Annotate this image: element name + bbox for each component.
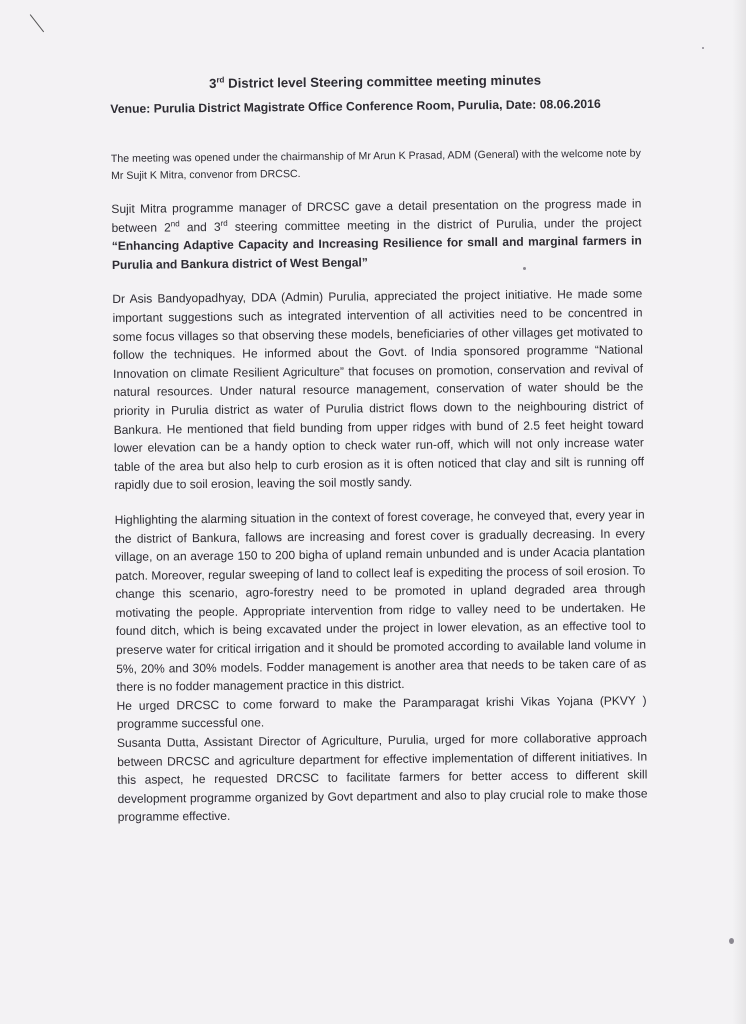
pen-mark <box>29 14 44 32</box>
presentation-text-1: Sujit Mitra programme manager of DRCSC gave a detail presentation on the progress made in between 2 <box>111 196 642 235</box>
presentation-text-2: and 3 <box>179 219 221 234</box>
paper-speck <box>729 938 734 944</box>
presentation-text-3: steering committee meeting in the district of Purulia, under the project <box>227 215 642 234</box>
project-title: “Enhancing Adaptive Capacity and Increasing Resilience for small and marginal farmers in Purulia and Bankura district of West Bengal” <box>111 233 642 272</box>
title-ordinal-suffix: rd <box>216 75 225 85</box>
title-text: District level Steering committee meeting minutes <box>224 72 542 91</box>
forest-coverage-paragraph: Highlighting the alarming situation in the context of forest coverage, he conveyed that, every year in the district of Bankura, fallows are increasing and forest cover is gradually decreasing. In every village, on an average 150 to 200 bigha of upland remain unbunded and is under Acacia plantation patch. Moreover, regular sweeping of land to collect leaf is expediting the process of soil erosion. To change this scenario, agro-forestry need to be promoted in upland degraded area through motivating the people. Appropriate intervention from ridge to valley need to be undertaken. He found ditch, which is being excavated under the project in lower elevation, as an effective tool to preserve water for critical irrigation and it should be promoted according to available land volume in 5%, 20% and 30% models. Fodder management is another area that needs to be taken care of as there is no fodder management practice in this district. <box>114 507 647 695</box>
pkvy-paragraph: He urged DRCSC to come forward to make the Paramparagat krishi Vikas Yojana (PKVY ) programme successful one. <box>116 693 647 732</box>
opening-paragraph: The meeting was opened under the chairmanship of Mr Arun K Prasad, ADM (General) with the welcome note by Mr Sujit K Mitra, convenor from DRCSC. <box>110 147 641 182</box>
ordinal-suffix-rd: rd <box>220 218 228 228</box>
ada-paragraph: Susanta Dutta, Assistant Director of Agriculture, Purulia, urged for more collaborative approach between DRCSC and agriculture department for effective implementation of different initiatives. In this aspect, he requested DRCSC to facilitate farmers for better access to different skill development programme organized by Govt department and also to play crucial role to make those programme effective. <box>116 730 648 825</box>
document-body <box>110 70 648 827</box>
page-edge-shadow <box>732 0 746 1024</box>
title-number: 3 <box>209 75 217 91</box>
document-title <box>110 70 640 93</box>
dda-suggestions-paragraph: Dr Asis Bandyopadhyay, DDA (Admin) Purulia, appreciated the project initiative. He made some important suggestions such as integrated intervention of all activities need to be concentred in some focus villages so that observing these models, beneficiaries of other villages get motivated to follow the techniques. He informed about the Govt. of India sponsored programme “National Innovation on climate Resilient Agriculture” that focuses on promotion, conservation and revival of natural resources. Under natural resource management, conservation of water should be the priority in Purulia district as water of Purulia district flows down to the neighbouring district of Bankura. He mentioned that field bunding from upper ridges with bund of 2.5 feet height toward lower elevation can be a handy option to check water run-off, which will not only increase water table of the area but also help to curb erosion as it is often noticed that clay and silt is running off rapidly due to soil erosion, leaving the soil mostly sandy. <box>112 286 645 493</box>
venue-line: Venue: Purulia District Magistrate Office Conference Room, Purulia, Date: 08.06.2016 <box>110 96 601 116</box>
paper-speck <box>702 47 704 49</box>
presentation-paragraph <box>111 194 642 274</box>
ordinal-suffix-nd: nd <box>170 218 180 228</box>
